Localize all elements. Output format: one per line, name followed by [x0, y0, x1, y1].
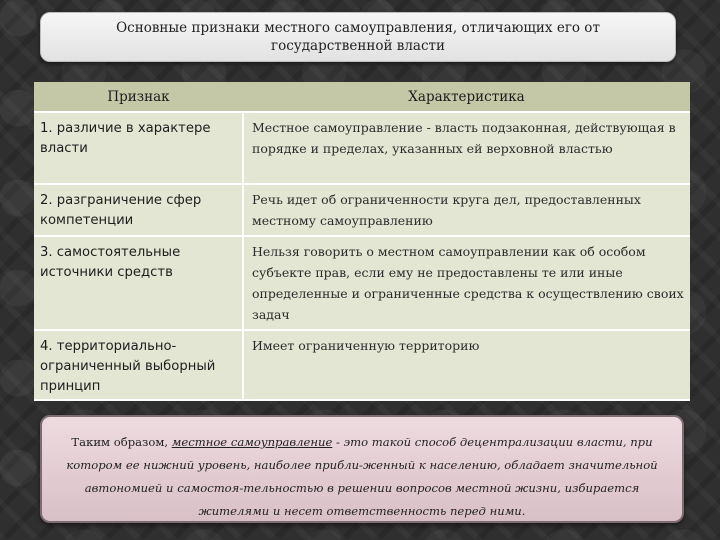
- table-row: [34, 112, 690, 184]
- feature-cell: 3. самостоятельные источники средств: [34, 236, 243, 330]
- slide-title: [40, 12, 676, 62]
- table-row: [34, 236, 690, 330]
- features-table: [34, 82, 690, 401]
- summary-term: местное самоуправление: [171, 435, 333, 449]
- description-cell: Нельзя говорить о местном самоуправлении как об особом субъекте прав, если ему не предоставлены те или иные определенные и ограниченные средства к осуществлению своих задач: [243, 236, 690, 330]
- feature-cell: 4. территориально-ограниченный выборный принцип: [34, 330, 243, 400]
- summary-rest: - это такой способ децентрализации власти, при котором ее нижний уровень, наиболее прибли-женный к населению, обладает значительной автономией и самостоя-тельностью в решении вопросов местной жизни, избирается жителями и несет ответственность перед ними.: [66, 435, 658, 518]
- header-feature: Признак: [34, 82, 243, 112]
- table-row: [34, 330, 690, 400]
- summary-lead: Таким образом,: [71, 435, 172, 449]
- description-cell: Имеет ограниченную территорию: [243, 330, 690, 400]
- feature-cell: 1. различие в характере власти: [34, 112, 243, 184]
- feature-cell: 2. разграничение сфер компетенции: [34, 184, 243, 236]
- table-row: [34, 184, 690, 236]
- table-header-row: [34, 82, 690, 112]
- header-description: Характеристика: [243, 82, 690, 112]
- description-cell: Речь идет об ограниченности круга дел, предоставленных местному самоуправлению: [243, 184, 690, 236]
- summary-box: [40, 415, 684, 523]
- slide-title-text: Основные признаки местного самоуправления, отличающих его от государственной власти: [116, 20, 600, 54]
- description-cell: Местное самоуправление - власть подзаконная, действующая в порядке и пределах, указанных ей верховной властью: [243, 112, 690, 184]
